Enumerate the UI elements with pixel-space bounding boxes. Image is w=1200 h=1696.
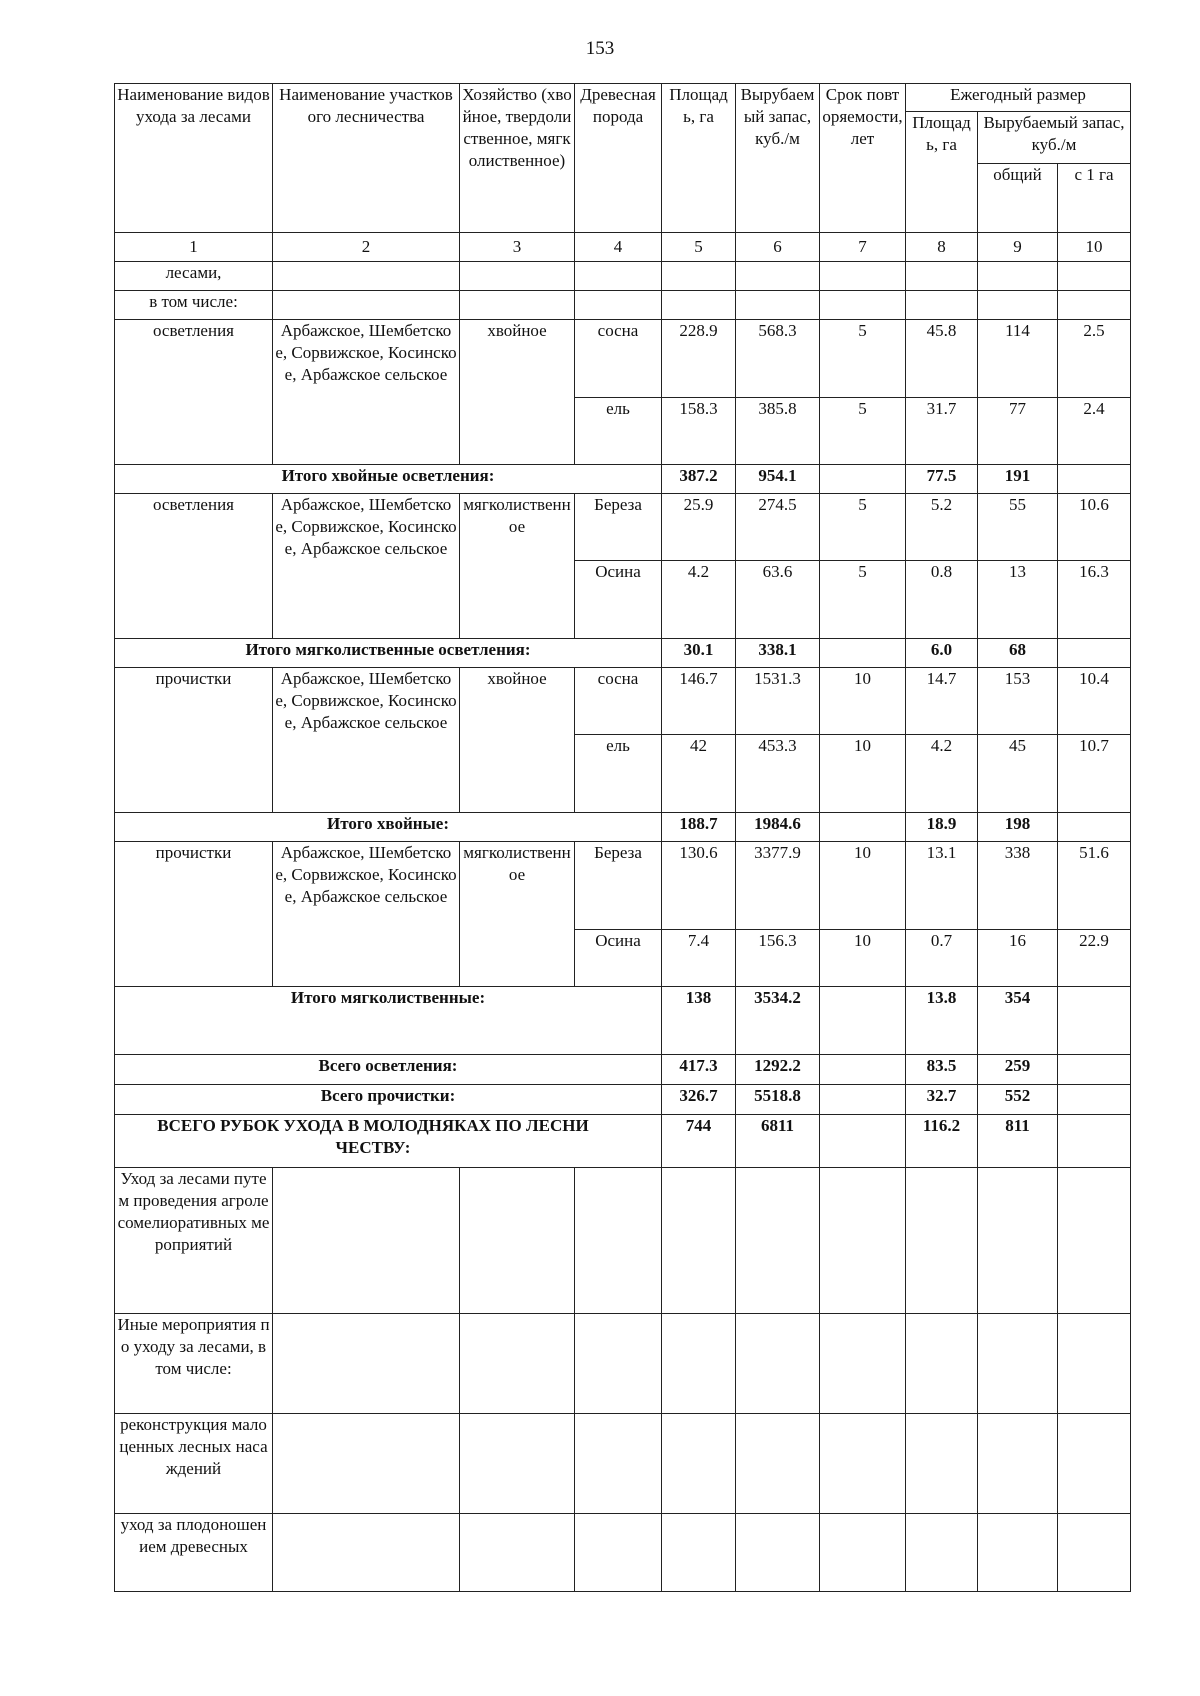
intro-text: лесами, [115, 262, 273, 291]
subtotal-label: Итого хвойные осветления: [115, 465, 662, 494]
total-area: 417.3 [662, 1055, 736, 1085]
species: Береза [575, 494, 662, 561]
annual-volume-per-ha: 51.6 [1058, 842, 1131, 930]
annual-volume-per-ha: 10.7 [1058, 735, 1131, 813]
annual-volume-per-ha: 10.4 [1058, 668, 1131, 735]
area: 228.9 [662, 320, 736, 398]
total-volume: 1292.2 [736, 1055, 820, 1085]
intro-text: в том числе: [115, 291, 273, 320]
forestry-names: Арбажское, Шембетское, Сорвижское, Косинское, Арбажское сельское [273, 842, 460, 987]
column-number: 10 [1058, 233, 1131, 262]
column-number: 5 [662, 233, 736, 262]
area: 4.2 [662, 561, 736, 639]
economy: хвойное [460, 320, 575, 465]
subtotal-annual-area: 18.9 [906, 813, 978, 842]
intro-row [115, 262, 1131, 291]
header-volume-total: общий [978, 164, 1058, 233]
annual-area: 14.7 [906, 668, 978, 735]
grand-total-annual-volume: 811 [978, 1115, 1058, 1168]
annual-area: 45.8 [906, 320, 978, 398]
extra-row [115, 1514, 1131, 1592]
forestry-names: Арбажское, Шембетское, Сорвижское, Косинское, Арбажское сельское [273, 668, 460, 813]
total-label: Всего осветления: [115, 1055, 662, 1085]
economy: мягколиственное [460, 842, 575, 987]
period: 5 [820, 561, 906, 639]
column-number: 2 [273, 233, 460, 262]
area: 130.6 [662, 842, 736, 930]
annual-area: 5.2 [906, 494, 978, 561]
volume: 3377.9 [736, 842, 820, 930]
care-type: осветления [115, 494, 273, 639]
period: 5 [820, 398, 906, 465]
annual-volume-total: 16 [978, 930, 1058, 987]
subtotal-volume: 338.1 [736, 639, 820, 668]
intro-row [115, 291, 1131, 320]
annual-volume-total: 55 [978, 494, 1058, 561]
annual-area: 31.7 [906, 398, 978, 465]
total-annual-area: 32.7 [906, 1085, 978, 1115]
column-number: 1 [115, 233, 273, 262]
subtotal-annual-area: 77.5 [906, 465, 978, 494]
column-number: 4 [575, 233, 662, 262]
data-row [115, 320, 1131, 398]
area: 25.9 [662, 494, 736, 561]
economy: хвойное [460, 668, 575, 813]
subtotal-volume: 1984.6 [736, 813, 820, 842]
total-annual-volume: 552 [978, 1085, 1058, 1115]
total-label: Всего прочистки: [115, 1085, 662, 1115]
grand-total-annual-area: 116.2 [906, 1115, 978, 1168]
extra-row [115, 1414, 1131, 1514]
species: Осина [575, 930, 662, 987]
header-row [115, 84, 1131, 112]
care-type: осветления [115, 320, 273, 465]
subtotal-row [115, 465, 1131, 494]
annual-volume-per-ha: 16.3 [1058, 561, 1131, 639]
header-care-type: Наименование видов ухода за лесами [115, 84, 273, 233]
total-row [115, 1055, 1131, 1085]
extra-row [115, 1168, 1131, 1314]
subtotal-area: 30.1 [662, 639, 736, 668]
annual-volume-per-ha: 22.9 [1058, 930, 1131, 987]
header-economy: Хозяйство (хвойное, твердолиственное, мягколиственное) [460, 84, 575, 233]
period: 5 [820, 320, 906, 398]
total-row [115, 1085, 1131, 1115]
annual-volume-total: 77 [978, 398, 1058, 465]
header-volume-per-ha: с 1 га [1058, 164, 1131, 233]
annual-volume-total: 338 [978, 842, 1058, 930]
forestry-names: Арбажское, Шембетское, Сорвижское, Косинское, Арбажское сельское [273, 494, 460, 639]
species: сосна [575, 668, 662, 735]
data-row [115, 668, 1131, 735]
column-number-row [115, 233, 1131, 262]
subtotal-annual-area: 13.8 [906, 987, 978, 1055]
species: сосна [575, 320, 662, 398]
subtotal-annual-area: 6.0 [906, 639, 978, 668]
extra-row-label: уход за плодоношением древесных [115, 1514, 273, 1592]
species: Береза [575, 842, 662, 930]
annual-volume-per-ha: 10.6 [1058, 494, 1131, 561]
grand-total-area: 744 [662, 1115, 736, 1168]
grand-total-row [115, 1115, 1131, 1168]
subtotal-area: 138 [662, 987, 736, 1055]
column-number: 8 [906, 233, 978, 262]
period: 5 [820, 494, 906, 561]
page-number: 153 [585, 38, 615, 59]
header-period: Срок повторяемости, лет [820, 84, 906, 233]
header-annual-volume: Вырубаемый запас, куб./м [978, 112, 1131, 164]
header-annual: Ежегодный размер [906, 84, 1131, 112]
extra-row [115, 1314, 1131, 1414]
header-area: Площадь, га [662, 84, 736, 233]
volume: 156.3 [736, 930, 820, 987]
annual-area: 0.7 [906, 930, 978, 987]
subtotal-annual-volume: 198 [978, 813, 1058, 842]
subtotal-label: Итого мягколиственные осветления: [115, 639, 662, 668]
species: ель [575, 398, 662, 465]
extra-row-label: реконструкция малоценных лесных насаждений [115, 1414, 273, 1514]
volume: 385.8 [736, 398, 820, 465]
subtotal-label: Итого хвойные: [115, 813, 662, 842]
care-type: прочистки [115, 668, 273, 813]
volume: 1531.3 [736, 668, 820, 735]
volume: 568.3 [736, 320, 820, 398]
forestry-names: Арбажское, Шембетское, Сорвижское, Косинское, Арбажское сельское [273, 320, 460, 465]
species: ель [575, 735, 662, 813]
annual-volume-total: 13 [978, 561, 1058, 639]
subtotal-annual-volume: 354 [978, 987, 1058, 1055]
area: 158.3 [662, 398, 736, 465]
total-annual-volume: 259 [978, 1055, 1058, 1085]
subtotal-volume: 3534.2 [736, 987, 820, 1055]
annual-volume-total: 45 [978, 735, 1058, 813]
column-number: 9 [978, 233, 1058, 262]
header-volume: Вырубаемый запас, куб./м [736, 84, 820, 233]
subtotal-area: 387.2 [662, 465, 736, 494]
period: 10 [820, 842, 906, 930]
data-row [115, 842, 1131, 930]
volume: 63.6 [736, 561, 820, 639]
forest-care-table [114, 83, 1131, 1592]
total-annual-area: 83.5 [906, 1055, 978, 1085]
area: 7.4 [662, 930, 736, 987]
volume: 453.3 [736, 735, 820, 813]
subtotal-annual-volume: 191 [978, 465, 1058, 494]
total-area: 326.7 [662, 1085, 736, 1115]
subtotal-volume: 954.1 [736, 465, 820, 494]
extra-row-label: Иные мероприятия по уходу за лесами, в том числе: [115, 1314, 273, 1414]
annual-area: 0.8 [906, 561, 978, 639]
area: 146.7 [662, 668, 736, 735]
volume: 274.5 [736, 494, 820, 561]
header-species: Древесная порода [575, 84, 662, 233]
period: 10 [820, 668, 906, 735]
column-number: 6 [736, 233, 820, 262]
header-annual-area: Площадь, га [906, 112, 978, 233]
grand-total-volume: 6811 [736, 1115, 820, 1168]
period: 10 [820, 930, 906, 987]
annual-area: 13.1 [906, 842, 978, 930]
care-type: прочистки [115, 842, 273, 987]
total-volume: 5518.8 [736, 1085, 820, 1115]
column-number: 3 [460, 233, 575, 262]
subtotal-label: Итого мягколиственные: [115, 987, 662, 1055]
annual-volume-total: 153 [978, 668, 1058, 735]
subtotal-row [115, 813, 1131, 842]
extra-row-label: Уход за лесами путем проведения агролесомелиоративных мероприятий [115, 1168, 273, 1314]
annual-volume-total: 114 [978, 320, 1058, 398]
subtotal-row [115, 987, 1131, 1055]
annual-volume-per-ha: 2.4 [1058, 398, 1131, 465]
column-number: 7 [820, 233, 906, 262]
economy: мягколиственное [460, 494, 575, 639]
annual-volume-per-ha: 2.5 [1058, 320, 1131, 398]
period: 10 [820, 735, 906, 813]
subtotal-area: 188.7 [662, 813, 736, 842]
annual-area: 4.2 [906, 735, 978, 813]
subtotal-row [115, 639, 1131, 668]
header-forestry: Наименование участкового лесничества [273, 84, 460, 233]
grand-total-label: ВСЕГО РУБОК УХОДА В МОЛОДНЯКАХ ПО ЛЕСНИЧЕСТВУ: [115, 1115, 662, 1168]
area: 42 [662, 735, 736, 813]
subtotal-annual-volume: 68 [978, 639, 1058, 668]
data-row [115, 494, 1131, 561]
species: Осина [575, 561, 662, 639]
